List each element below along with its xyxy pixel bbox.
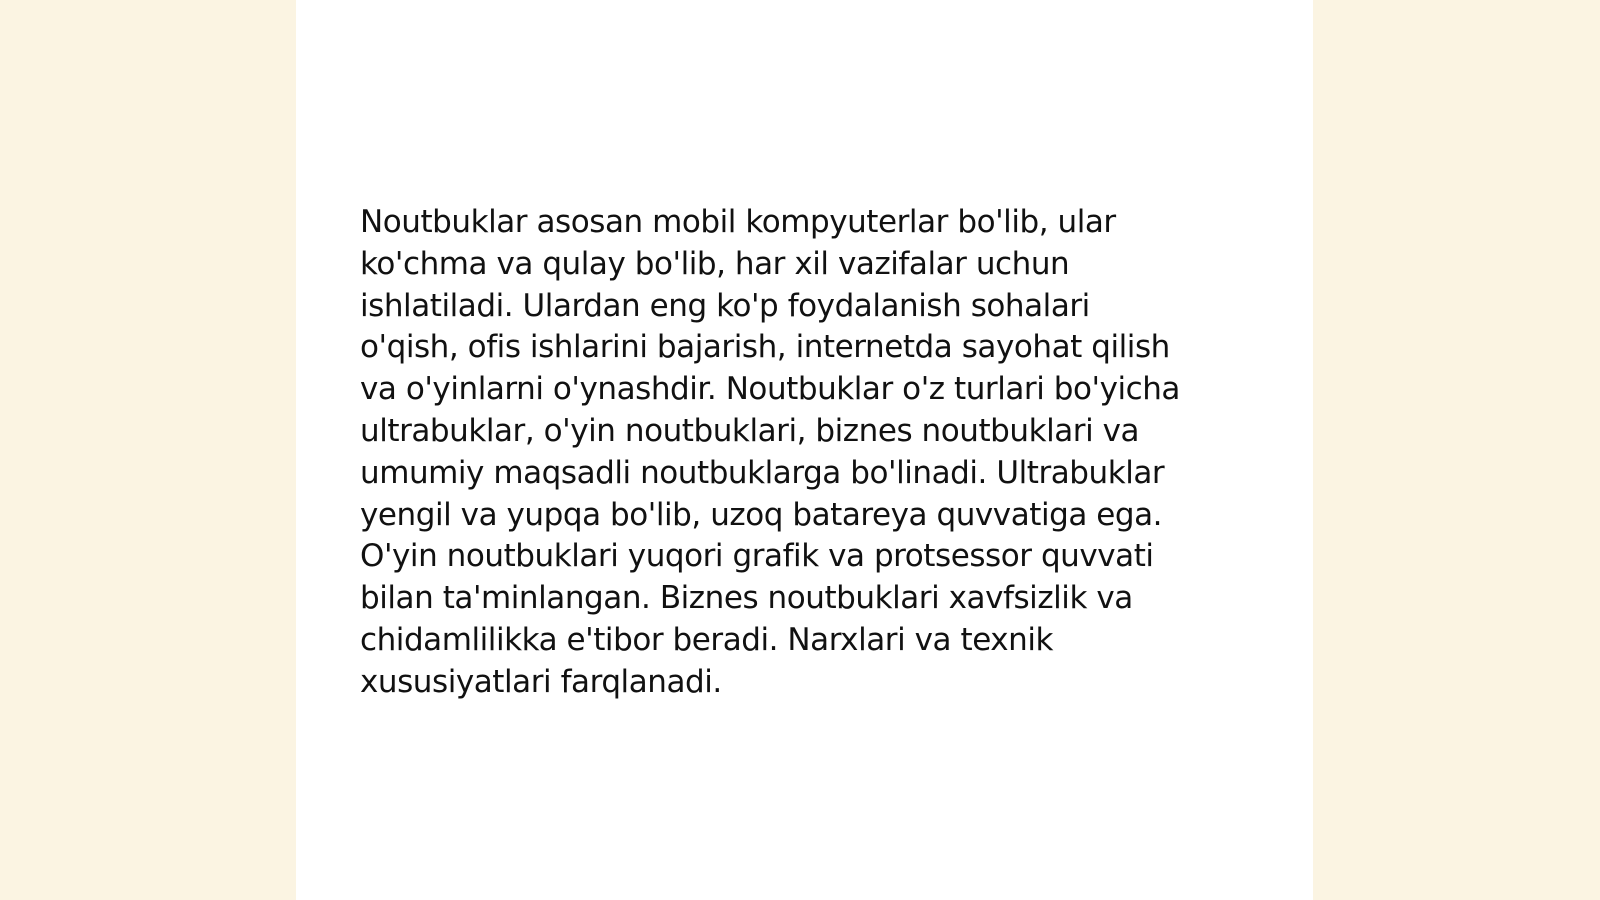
paragraph-line: yengil va yupqa bo'lib, uzoq batareya quvvatiga ega. [360,496,1163,533]
paragraph-line: ko'chma va qulay bo'lib, har xil vazifalar uchun [360,245,1070,282]
paragraph-line: umumiy maqsadli noutbuklarga bo'linadi. Ultrabuklar [360,454,1165,491]
body-paragraph [360,202,1260,704]
paragraph-line: Noutbuklar asosan mobil kompyuterlar bo'lib, ular [360,204,1116,240]
paragraph-line: xususiyatlari farqlanadi. [360,663,722,700]
paragraph-line: va o'yinlarni o'ynashdir. Noutbuklar o'z turlari bo'yicha [360,371,1180,408]
left-margin [0,0,296,900]
slide-page [296,0,1313,900]
right-margin [1313,0,1600,900]
paragraph-line: chidamlilikka e'tibor beradi. Narxlari va texnik [360,621,1054,658]
paragraph-line: o'qish, ofis ishlarini bajarish, internetda sayohat qilish [360,329,1170,366]
paragraph-line: bilan ta'minlangan. Biznes noutbuklari xavfsizlik va [360,580,1133,617]
paragraph-line: ultrabuklar, o'yin noutbuklari, biznes noutbuklari va [360,412,1140,449]
paragraph-line: O'yin noutbuklari yuqori grafik va protsessor quvvati [360,538,1154,575]
paragraph-line: ishlatiladi. Ulardan eng ko'p foydalanish sohalari [360,287,1090,324]
